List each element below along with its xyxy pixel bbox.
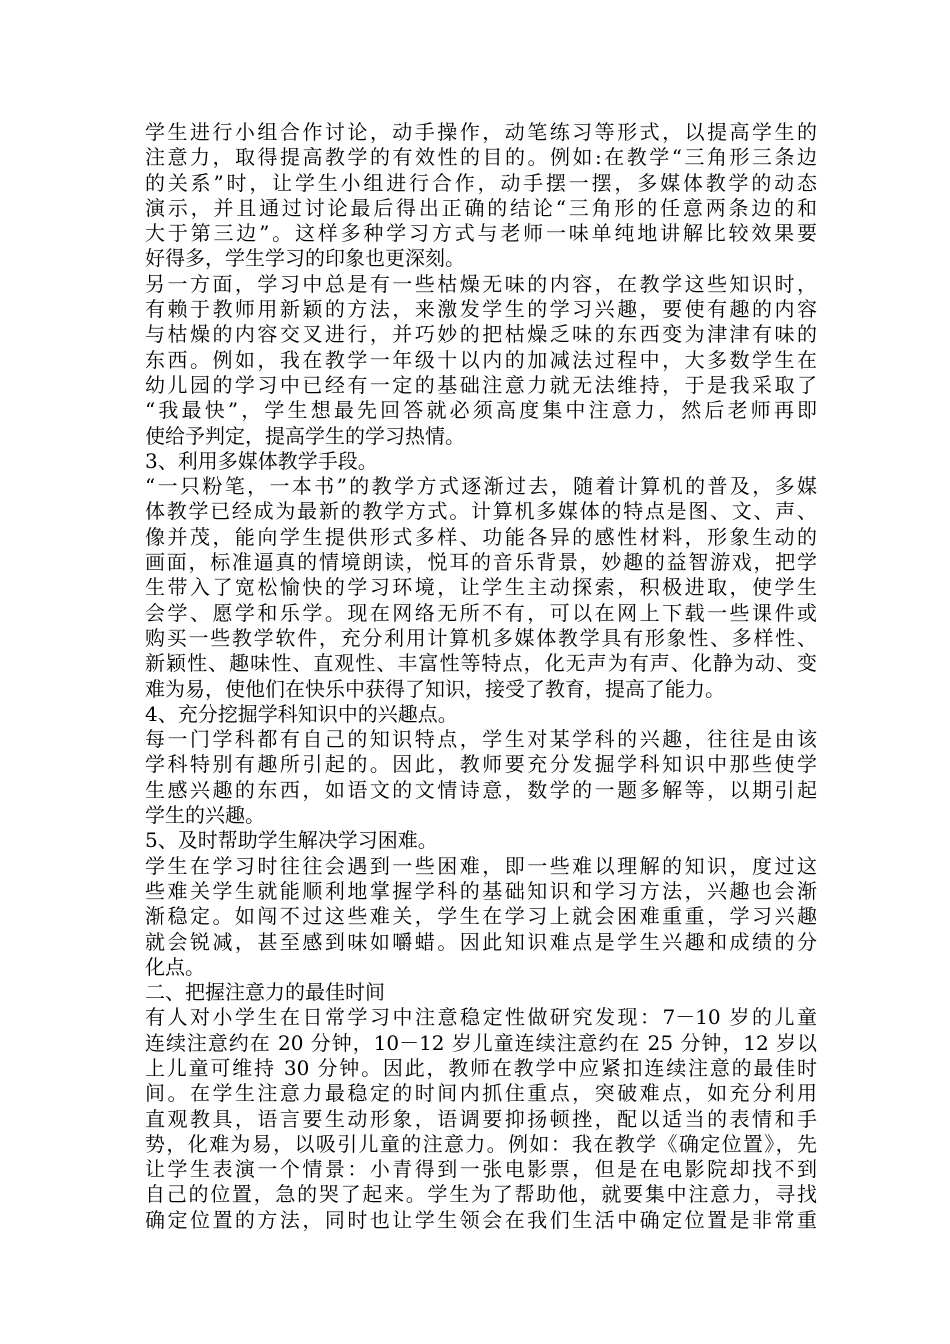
text-line: 大于第三边”。这样多种学习方式与老师一味单纯地讲解比较效果要	[145, 221, 817, 246]
text-line: 学生进行小组合作讨论，动手操作，动笔练习等形式，以提高学生的	[145, 120, 817, 144]
text-line: 会学、愿学和乐学。现在网络无所不有，可以在网上下载一些课件或	[145, 600, 817, 625]
text-line: 使给予判定，提高学生的学习热情。	[145, 423, 465, 448]
text-line: 体教学已经成为最新的教学方式。计算机多媒体的特点是图、文、声、	[145, 499, 817, 524]
text-line: 上儿童可维持 30 分钟。因此，教师在教学中应紧扣连续注意的最佳时	[145, 1055, 817, 1080]
text-line: 势，化难为易，以吸引儿童的注意力。例如：我在教学《确定位置》，先	[145, 1131, 817, 1156]
text-line: 间。在学生注意力最稳定的时间内抓住重点，突破难点，如充分利用	[145, 1081, 817, 1106]
text-line: 5、及时帮助学生解决学习困难。	[145, 828, 438, 853]
text-line: 直观教具，语言要生动形象，语调要抑扬顿挫，配以适当的表情和手	[145, 1106, 817, 1131]
text-line: 学生的兴趣。	[145, 803, 265, 828]
text-line: 化点。	[145, 954, 205, 979]
text-line: 难为易，使他们在快乐中获得了知识，接受了教育，提高了能力。	[145, 676, 725, 701]
text-line: 学生在学习时往往会遇到一些困难，即一些难以理解的知识，度过这	[145, 853, 817, 878]
text-line: 与枯燥的内容交叉进行，并巧妙的把枯燥乏味的东西变为津津有味的	[145, 322, 817, 347]
document-body	[145, 120, 817, 1233]
text-line: 每一门学科都有自己的知识特点，学生对某学科的兴趣，往往是由该	[145, 727, 817, 752]
text-line: 4、充分挖掘学科知识中的兴趣点。	[145, 701, 458, 726]
text-line: 自己的位置，急的哭了起来。学生为了帮助他，就要集中注意力，寻找	[145, 1182, 817, 1207]
text-line: 有人对小学生在日常学习中注意稳定性做研究发现：7－10 岁的儿童	[145, 1005, 817, 1030]
text-line: 的关系”时，让学生小组进行合作，动手摆一摆，多媒体教学的动态	[145, 170, 817, 195]
text-line: 东西。例如，我在教学一年级十以内的加减法过程中，大多数学生在	[145, 347, 817, 372]
text-line: 好得多，学生学习的印象也更深刻。	[145, 246, 465, 271]
text-line: 演示，并且通过讨论最后得出正确的结论“三角形的任意两条边的和	[145, 195, 817, 220]
text-line: 购买一些教学软件，充分利用计算机多媒体教学具有形象性、多样性、	[145, 625, 817, 650]
text-line: 生感兴趣的东西，如语文的文情诗意，数学的一题多解等，以期引起	[145, 777, 817, 802]
text-line: 有赖于教师用新颖的方法，来激发学生的学习兴趣，要使有趣的内容	[145, 297, 817, 322]
text-line: 些难关学生就能顺利地掌握学科的基础知识和学习方法，兴趣也会渐	[145, 878, 817, 903]
text-line: 确定位置的方法，同时也让学生领会在我们生活中确定位置是非常重	[145, 1207, 817, 1232]
text-line: 就会锐减，甚至感到味如嚼蜡。因此知识难点是学生兴趣和成绩的分	[145, 929, 817, 954]
text-line: 渐稳定。如闯不过这些难关，学生在学习上就会困难重重，学习兴趣	[145, 904, 817, 929]
text-line: 注意力，取得提高教学的有效性的目的。例如:在教学“三角形三条边	[145, 145, 817, 170]
text-line: 像并茂，能向学生提供形式多样、功能各异的感性材料，形象生动的	[145, 524, 817, 549]
text-line: 生带入了宽松愉快的学习环境，让学生主动探索，积极进取，使学生	[145, 575, 817, 600]
text-line: 幼儿园的学习中已经有一定的基础注意力就无法维持，于是我采取了	[145, 372, 817, 397]
text-line: “一只粉笔，一本书”的教学方式逐渐过去，随着计算机的普及，多媒	[145, 474, 817, 499]
text-line: 3、利用多媒体教学手段。	[145, 448, 378, 473]
text-line: 让学生表演一个情景：小青得到一张电影票，但是在电影院却找不到	[145, 1157, 817, 1182]
text-line: 二、把握注意力的最佳时间	[145, 980, 385, 1005]
text-line: 新颖性、趣味性、直观性、丰富性等特点，化无声为有声、化静为动、变	[145, 651, 817, 676]
text-line: 连续注意约在 20 分钟，10－12 岁儿童连续注意约在 25 分钟，12 岁以	[145, 1030, 817, 1055]
text-line: “我最快”，学生想最先回答就必须高度集中注意力，然后老师再即	[145, 398, 817, 423]
text-line: 画面，标准逼真的情境朗读，悦耳的音乐背景，妙趣的益智游戏，把学	[145, 550, 817, 575]
text-line: 学科特别有趣所引起的。因此，教师要充分发掘学科知识中那些使学	[145, 752, 817, 777]
text-line: 另一方面，学习中总是有一些枯燥无味的内容，在教学这些知识时，	[145, 271, 817, 296]
